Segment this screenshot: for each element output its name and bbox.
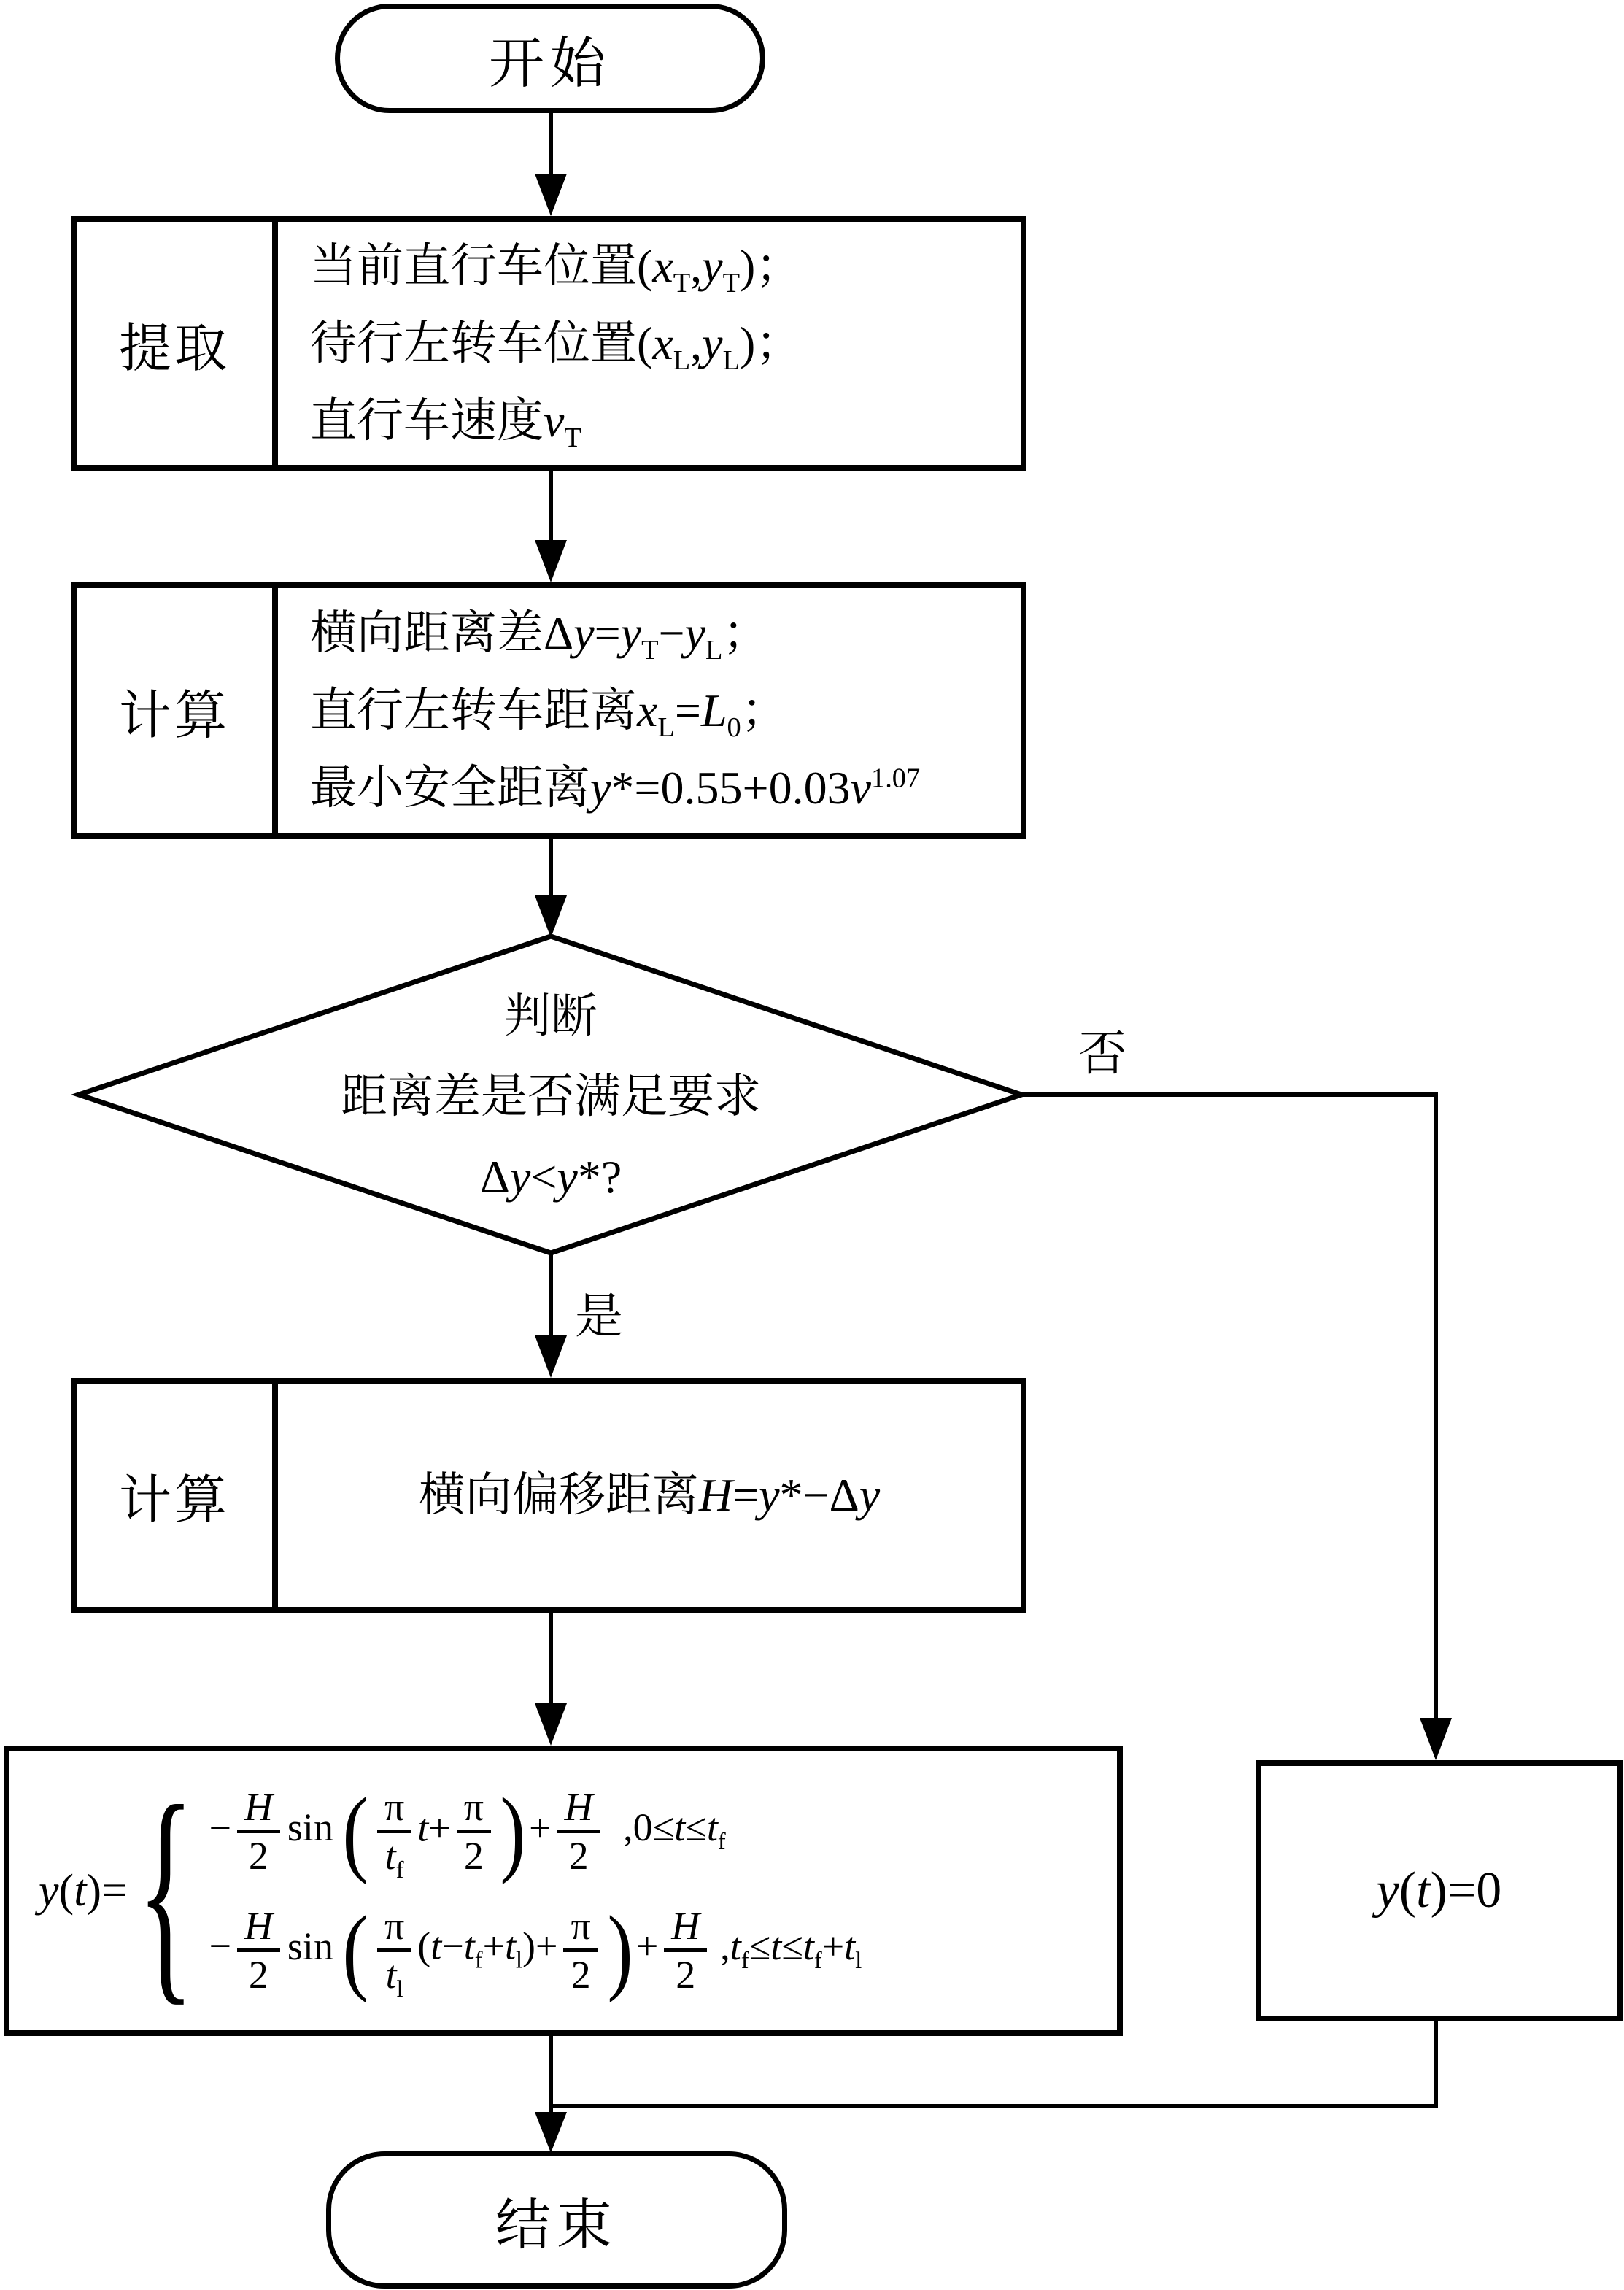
formula-rows [209,1777,862,2003]
end-node [326,2151,787,2289]
calc1-line-2: 直行左转车距离$x_L=L_0$； [310,685,788,743]
decision-text [186,976,916,1217]
extract-box-content [278,222,1021,465]
arrowhead-extract-calc1 [535,540,567,582]
formula-row-1: − $\frac{H}{2}$ sin( $\frac{\pi}{t_f}$ t+ $\frac{\pi}{2}$ )+ $\frac{H}{2}$ $,0\le t\le t_f$ [209,1777,726,1885]
arrowhead-merge-end [535,2112,567,2153]
zero-formula: y(t)=0 [1376,1862,1502,1919]
extract-line-3: 直行车速度$v_T$ [310,394,581,453]
arrowhead-calc2-trajectory [535,1703,567,1746]
arrowhead-start-extract [535,174,567,216]
decision-line-1: 判断 [504,990,598,1042]
end-label: 结束 [495,2194,618,2256]
calc1-line-3: 最小安全距离$y*=0.55+0.03v^{1.07}$ [310,762,921,814]
calc1-box-label: 计算 [77,588,278,833]
extract-box [71,216,1026,471]
extract-line-2: 待行左转车位置$(x_L,y_L)$； [310,317,803,376]
calc2-box-content [278,1384,1021,1607]
calc1-line-1: 横向距离差$\Delta y=y_T-y_L$； [310,607,770,666]
formula-row-2: − $\frac{H}{2}$ sin( $\frac{\pi}{t_l}$ $(t-t_f+t_l)+$ $\frac{\pi}{2}$ )+ $\frac{H}{2}$ $,t_f\le t\le t_f+t_l$ [209,1896,862,2003]
calc2-line-1: 横向偏移距离H=y*−Δy [418,1469,881,1521]
calc2-box-label: 计算 [77,1384,278,1607]
decision-line-3: Δy<y*? [479,1151,622,1203]
calc1-box [71,582,1026,839]
formula-lhs: y(t)= [39,1865,128,1916]
piecewise-brace: { [136,1757,195,2025]
arrowhead-decision-calc2 [535,1335,567,1378]
no-branch-label: 否 [1078,1028,1126,1081]
decision-line-2: 距离差是否满足要求 [341,1071,761,1122]
extract-line-1: 当前直行车位置$(x_T,y_T)$； [310,239,803,298]
arrowhead-no-zero [1420,1718,1452,1760]
start-node [335,4,765,113]
arrowhead-calc1-decision [535,895,567,938]
yes-branch-label: 是 [575,1290,623,1343]
calc2-box [71,1378,1026,1613]
calc1-box-content [278,588,1021,833]
trajectory-formula-box [4,1746,1123,2036]
start-label: 开始 [489,33,611,95]
zero-output-box [1256,1760,1623,2021]
extract-box-label: 提取 [77,222,278,465]
